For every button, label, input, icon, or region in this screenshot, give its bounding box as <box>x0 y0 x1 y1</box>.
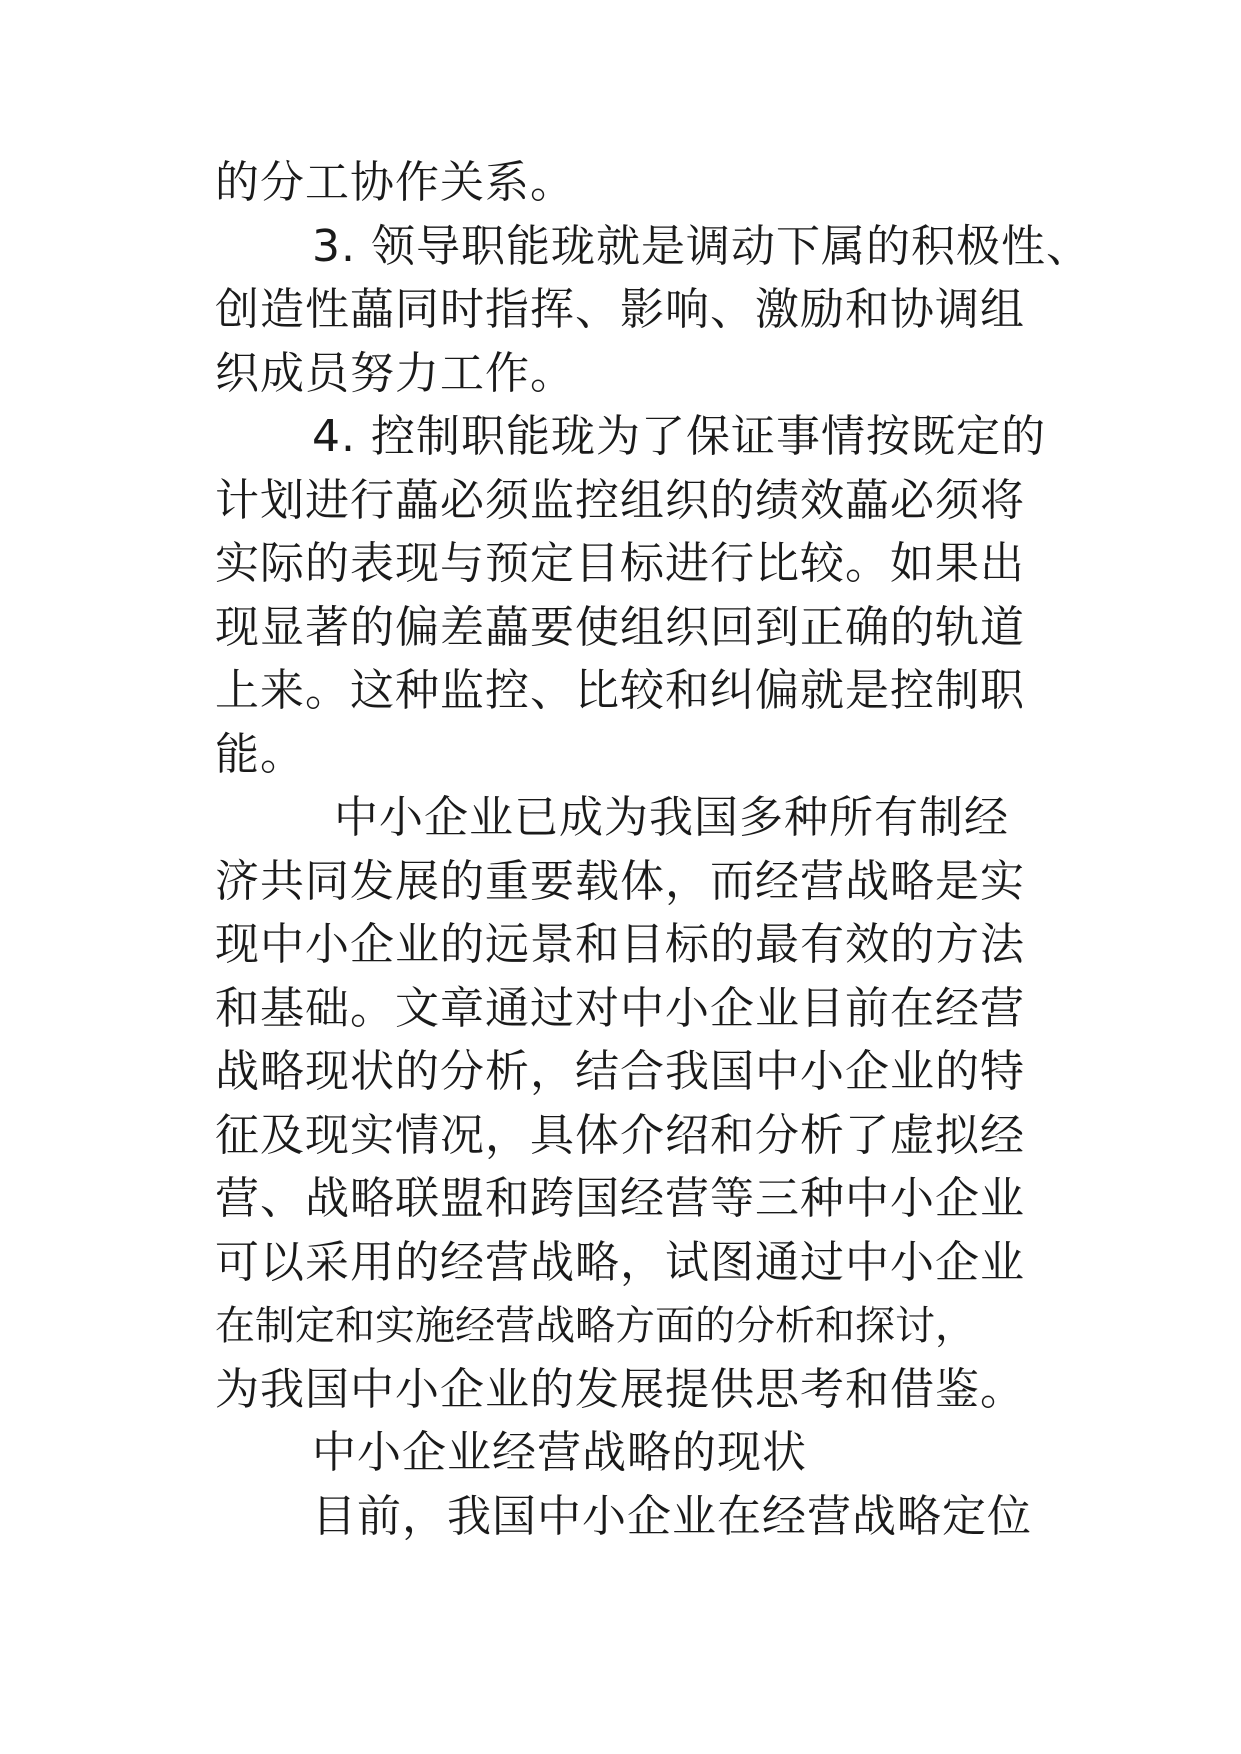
text-line-7: 实际的表现与预定目标进行比较。如果出 <box>215 538 1025 589</box>
text-line-13: 现中小企业的远景和目标的最有效的方法 <box>215 919 1025 970</box>
text-line-20: 为我国中小企业的发展提供思考和借鉴。 <box>215 1364 1025 1415</box>
text-line-10: 能。 <box>215 729 305 780</box>
text-line-3: 创造性藟同时指挥、影响、激励和协调组 <box>215 284 1025 335</box>
text-line-19: 在制定和实施经营战略方面的分析和探讨， <box>215 1303 975 1349</box>
text-line-12: 济共同发展的重要载体，而经营战略是实 <box>215 856 1025 907</box>
text-line-16: 征及现实情况，具体介绍和分析了虚拟经 <box>215 1110 1025 1161</box>
text-line-9: 上来。这种监控、比较和纠偏就是控制职 <box>215 665 1025 716</box>
text-line-18: 可以采用的经营战略，试图通过中小企业 <box>215 1237 1025 1288</box>
text-line-2: 3. 领导职能珑就是调动下属的积极性、 <box>312 221 1091 272</box>
text-line-17: 营、战略联盟和跨国经营等三种中小企业 <box>215 1173 1025 1224</box>
text-line-1: 的分工协作关系。 <box>215 157 575 208</box>
text-line-22: 目前，我国中小企业在经营战略定位 <box>312 1491 1032 1542</box>
text-line-14: 和基础。文章通过对中小企业目前在经营 <box>215 983 1025 1034</box>
text-line-5: 4. 控制职能珑为了保证事情按既定的 <box>312 411 1046 462</box>
text-line-6: 计划进行藟必须监控组织的绩效藟必须将 <box>215 475 1025 526</box>
text-line-11: 中小企业已成为我国多种所有制经 <box>334 792 1009 843</box>
text-line-15: 战略现状的分析，结合我国中小企业的特 <box>215 1046 1025 1097</box>
text-line-4: 织成员努力工作。 <box>215 348 575 399</box>
text-line-8: 现显著的偏差藟要使组织回到正确的轨道 <box>215 602 1025 653</box>
section-heading: 中小企业经营战略的现状 <box>312 1427 807 1478</box>
